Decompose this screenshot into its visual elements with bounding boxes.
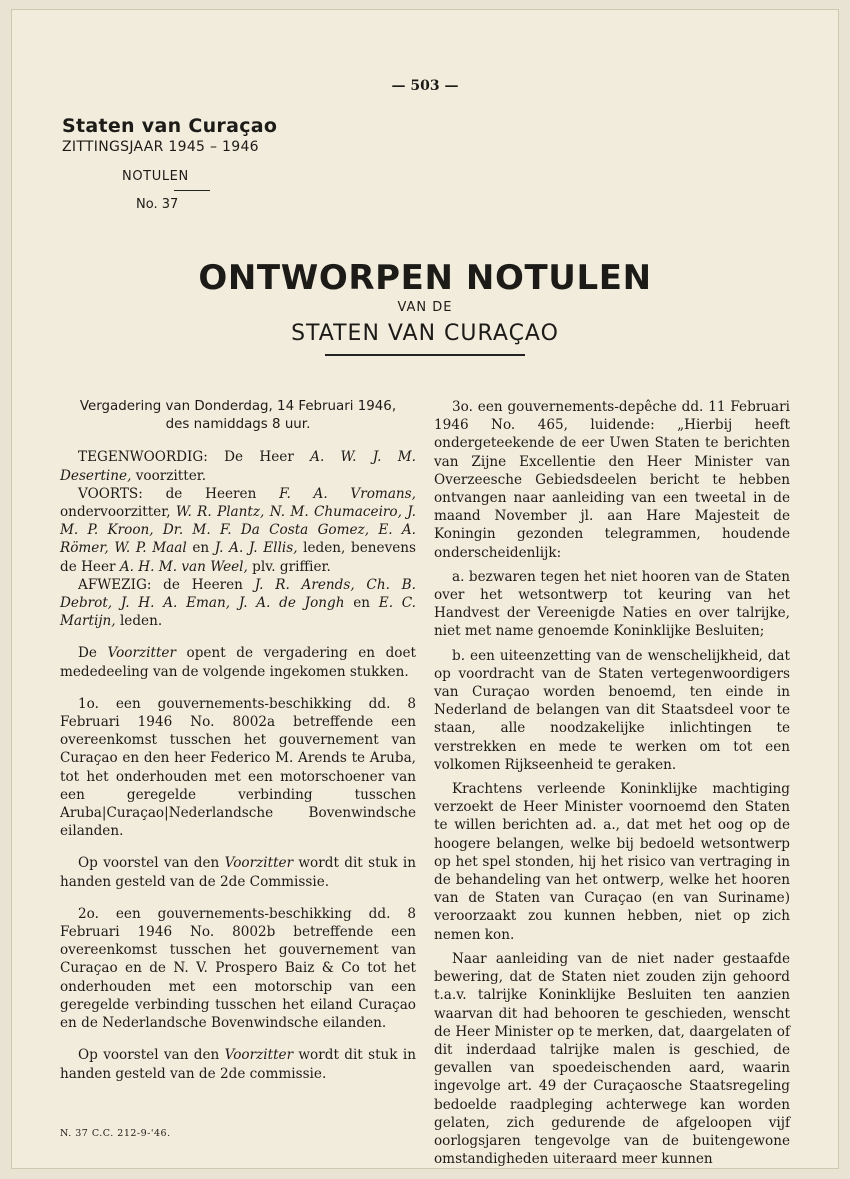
heading-sub: VAN DE bbox=[397, 300, 453, 315]
masthead-number: No. 37 bbox=[136, 197, 179, 212]
opening-paragraph: De Voorzitter opent de vergadering en doet mededeeling van de volgende ingekomen stukken. bbox=[60, 645, 417, 680]
heading-staten: STATEN VAN CURAÇAO bbox=[291, 321, 559, 346]
voorts-paragraph: VOORTS: de Heeren F. A. Vromans, ondervoorzitter, W. R. Plantz, N. M. Chumaceiro, J. M. P. Kroon, Dr. M. F. Da Costa Gomez, E. A. Römer, W. P. Maal en J. A. J. Ellis, leden, benevens de Heer A. H. M. van Weel, plv. griffier. bbox=[60, 485, 417, 575]
meeting-line-1: Vergadering van Donderdag, 14 Februari 1946, bbox=[79, 399, 397, 414]
left-column bbox=[60, 398, 416, 1083]
naar-aanleiding-paragraph: Naar aanleiding van de niet nader gestaafde bewering, dat de Staten niet zouden zijn gehoord t.a.v. talrijke Koninklijke Besluiten ten aanzien waarvan dit had behooren te geschieden, wenscht de Heer Minister op te merken, dat, daargelaten of dit inderdaad talrijke malen is geschied, de gevallen van spoedeischenden aard, waarin ingevolge art. 49 der Curaçaosche Staatsregeling bedoelde raadpleging achterwege kan worden gelaten, zich gedurende de afgeloopen vijf oorlogsjaren tengevolge van de buitengewone omstandigheden uiteraard meer kunnen bbox=[434, 950, 790, 1168]
meeting-line-2: des namiddags 8 uur. bbox=[165, 417, 311, 433]
afwezig-paragraph: AFWEZIG: de Heeren J. R. Arends, Ch. B. Debrot, J. H. A. Eman, J. A. de Jongh en E. C. Martijn, leden. bbox=[60, 576, 416, 630]
document-heading bbox=[0, 258, 850, 356]
masthead-title: Staten van Curaçao bbox=[62, 115, 278, 137]
masthead-notulen: NOTULEN bbox=[122, 169, 189, 184]
voorstel-2-paragraph: Op voorstel van den Voorzitter wordt dit stuk in handen gesteld van de 2de commissie. bbox=[60, 1047, 416, 1082]
print-footer: N. 37 C.C. 212-9-'46. bbox=[60, 1128, 171, 1139]
heading-main: ONTWORPEN NOTULEN bbox=[198, 258, 652, 298]
item-1-paragraph: 1o. een gouvernements-beschikking dd. 8 Februari 1946 No. 8002a betreffende een overeenkomst tusschen het gouvernement van Curaçao en den heer Federico M. Arends te Aruba, tot het onderhouden met een motorschoener van een geregelde verbinding tusschen Aruba|Curaçao|Nederlandsche Bovenwindsche eilanden. bbox=[60, 695, 416, 840]
item-3a-paragraph: a. bezwaren tegen het niet hooren van de Staten over het wetsontwerp tot keuring van het Handvest der Vereenigde Naties en over talrijke, niet met name genoemde Koninklijke Besluiten; bbox=[434, 568, 790, 640]
masthead-year: ZITTINGSJAAR 1945 – 1946 bbox=[62, 139, 259, 155]
voorstel-1-paragraph: Op voorstel van den Voorzitter wordt dit stuk in handen gesteld van de 2de Commissie. bbox=[60, 855, 416, 890]
item-3b-paragraph: b. een uiteenzetting van de wenschelijkheid, dat op voordracht van de Staten vertegenwoordigers van Curaçao worden benoemd, ten einde in Nederland de belangen van dit Staatsdeel voor te staan, alle noodzakelijke inlichtingen te verstrekken en mede te werken om tot een volkomen Rijkseenheid te geraken. bbox=[434, 647, 790, 773]
krachtens-paragraph: Krachtens verleende Koninklijke machtiging verzoekt de Heer Minister voornoemd den Staten te willen berichten ad. a., dat met het oog op de hoogere belangen, welke bij bedoeld wetsontwerp op het spel stonden, hij het risico van vertraging in de behandeling van het ontwerp, welke het hooren van de Staten van Curaçao (en van Suriname) veroorzaakt zou kunnen hebben, niet op zich nemen kon. bbox=[434, 781, 790, 943]
heading-rule bbox=[325, 354, 525, 356]
page-number: — 503 — bbox=[391, 78, 459, 94]
masthead-rule bbox=[174, 190, 210, 191]
item-2-paragraph: 2o. een gouvernements-beschikking dd. 8 Februari 1946 No. 8002b betreffende een overeenkomst tusschen het gouvernement van Curaçao en de N. V. Prospero Baiz & Co tot het onderhouden met een motorschip van een geregelde verbinding tusschen het eiland Curaçao en de Nederlandsche Bovenwindsche eilanden. bbox=[60, 905, 416, 1032]
item-3-paragraph: 3o. een gouvernements-depêche dd. 11 Februari 1946 No. 465, luidende: „Hierbij heeft ondergeteekende de eer Uwen Staten te berichten van Zijne Excellentie den Heer Minister van Overzeesche Gebiedsdeelen bericht te hebben ontvangen naar aanleiding van een tweetal in de maand November jl. aan Hare Majesteit de Koningin gezonden telegrammen, houdende onderscheidenlijk: bbox=[434, 399, 790, 561]
right-column bbox=[434, 398, 790, 1168]
tegenwoordig-paragraph: TEGENWOORDIG: De Heer A. W. J. M. Desertine, voorzitter. bbox=[60, 449, 416, 484]
masthead bbox=[62, 115, 302, 212]
